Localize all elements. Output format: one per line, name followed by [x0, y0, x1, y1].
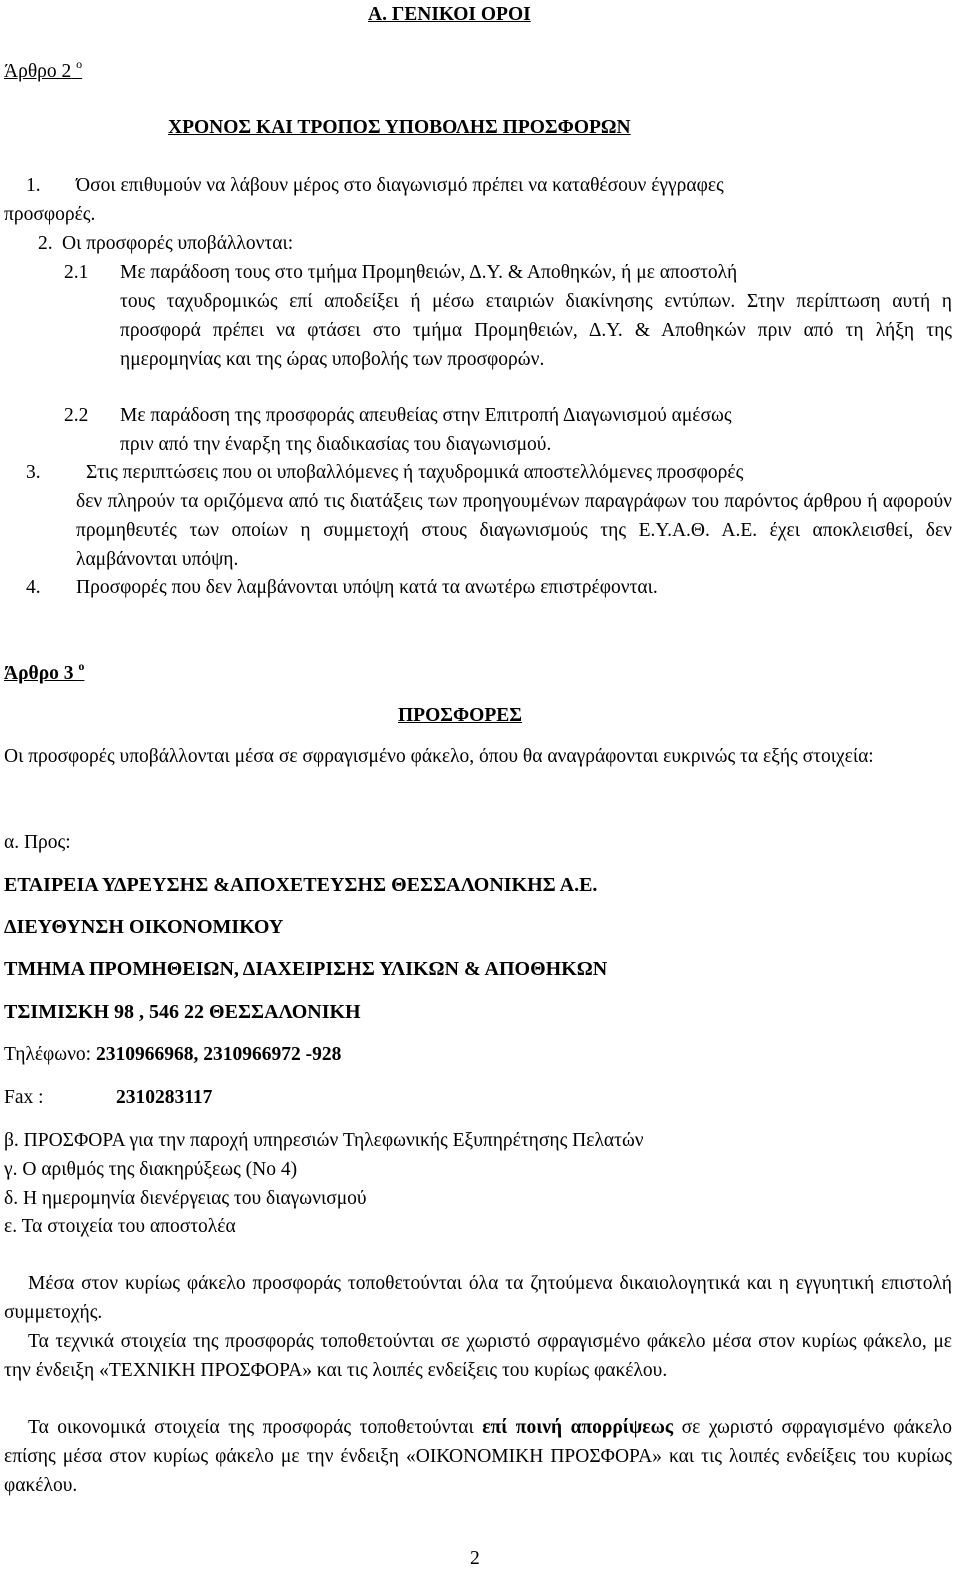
paragraph-2-2-line-1: Με παράδοση της προσφοράς απευθείας στην Επιτροπή Διαγωνισμού αμέσως: [120, 405, 732, 426]
page-number: 2: [470, 1548, 480, 1569]
item-number: 4.: [26, 577, 41, 598]
address-line-1: ΕΤΑΙΡΕΙΑ ΥΔΡΕΥΣΗΣ &ΑΠΟΧΕΤΕΥΣΗΣ ΘΕΣΣΑΛΟΝΙΚΗΣ Α.Ε.: [4, 874, 598, 896]
paragraph-2-1-rest: τους ταχυδρομικώς επί αποδείξει ή μέσω εταιριών διακίνησης εντύπων. Στην περίπτωση αυτή η προσφορά πρέπει να φτάσει στο τμήμα Προμηθειών, Δ.Υ. & Αποθηκών πριν από τη λήξη της ημερομηνίας και της ώρας υποβολής των προσφορών.: [120, 291, 952, 370]
address-line-2: ΔΙΕΥΘΥΝΣΗ ΟΙΚΟΝΟΜΙΚΟΥ: [4, 916, 284, 938]
item-number: 2.2: [64, 405, 89, 426]
rejection-clause: επί ποινή απορρίψεως: [482, 1417, 674, 1438]
paragraph-4: Προσφορές που δεν λαμβάνονται υπόψη κατά τα ανωτέρω επιστρέφονται.: [76, 577, 658, 598]
item-c: γ. Ο αριθμός της διακηρύξεως (Νο 4): [4, 1159, 298, 1180]
phone-label: Τηλέφωνο:: [4, 1044, 96, 1065]
fax-value: 2310283117: [116, 1087, 213, 1108]
article-3-intro: Οι προσφορές υποβάλλονται μέσα σε σφραγισμένο φάκελο, όπου θα αναγράφονται ευκρινώς τα εξής στοιχεία:: [4, 746, 874, 767]
paragraph-1-line-1: Όσοι επιθυμούν να λάβουν μέρος στο διαγωνισμό πρέπει να καταθέσουν έγγραφες: [76, 175, 724, 196]
address-line-4: ΤΣΙΜΙΣΚΗ 98 , 546 22 ΘΕΣΣΑΛΟΝΙΚΗ: [4, 1001, 361, 1023]
phone-value: 2310966968, 2310966972 -928: [95, 1044, 342, 1065]
fax-label: Fax :: [4, 1087, 44, 1108]
envelope-paragraph-2: Τα τεχνικά στοιχεία της προσφοράς τοποθετούνται σε χωριστό σφραγισμένο φάκελο μέσα στον κυρίως φάκελο, με την ένδειξη «ΤΕΧΝΙΚΗ ΠΡΟΣΦΟΡΑ» και τις λοιπές ενδείξεις του κυρίως φακέλου.: [4, 1331, 952, 1381]
paragraph-1-line-2: προσφορές.: [4, 204, 96, 225]
envelope-paragraph-3: Τα οικονομικά στοιχεία της προσφοράς τοποθετούνται επί ποινή απορρίψεως σε χωριστό σφραγισμένο φάκελο επίσης μέσα στον κυρίως φάκελο με την ένδειξη «ΟΙΚΟΝΟΜΙΚΗ ΠΡΟΣΦΟΡΑ» και τις λοιπές ενδείξεις του κυρίως φακέλου.: [4, 1417, 952, 1496]
article-3-label: Άρθρο 3 $^o$: [4, 659, 85, 684]
paragraph-3-line-1: Στις περιπτώσεις που οι υποβαλλόμενες ή ταχυδρομικά αποστελλόμενες προσφορές: [86, 462, 744, 483]
item-d: δ. Η ημερομηνία διενέργειας του διαγωνισμού: [4, 1188, 367, 1209]
envelope-paragraph-1: Μέσα στον κυρίως φάκελο προσφοράς τοποθετούνται όλα τα ζητούμενα δικαιολογητικά και η εγγυητική επιστολή συμμετοχής.: [4, 1273, 952, 1323]
item-number: 1.: [26, 175, 41, 196]
item-e: ε. Τα στοιχεία του αποστολέα: [4, 1216, 236, 1237]
paragraph-2-2-rest: πριν από την έναρξη της διαδικασίας του διαγωνισμού.: [120, 434, 552, 455]
paragraph-3-rest: δεν πληρούν τα οριζόμενα από τις διατάξεις των προηγουμένων παραγράφων του παρόντος άρθρου ή αφορούν προμηθευτές των οποίων η συμμετοχή στους διαγωνισμούς της Ε.Υ.Α.Θ. Α.Ε. έχει αποκλεισθεί, δεν λαμβάνονται υπόψη.: [76, 491, 952, 570]
section-title: Α. ΓΕΝΙΚΟΙ ΟΡΟΙ: [368, 4, 531, 25]
recipient-label: α. Προς:: [4, 832, 71, 853]
address-line-3: ΤΜΗΜΑ ΠΡΟΜΗΘΕΙΩΝ, ΔΙΑΧΕΙΡΙΣΗΣ ΥΛΙΚΩΝ & ΑΠΟΘΗΚΩΝ: [4, 958, 608, 980]
paragraph-2: Οι προσφορές υποβάλλονται:: [62, 233, 294, 254]
phone-line: [4, 1040, 341, 1069]
article-2-label: Άρθρο 2 $^o$: [4, 57, 83, 82]
item-number: 3.: [26, 462, 41, 483]
item-number: 2.: [38, 233, 53, 254]
item-b: β. ΠΡΟΣΦΟΡΑ για την παροχή υπηρεσιών Τηλεφωνικής Εξυπηρέτησης Πελατών: [4, 1130, 644, 1151]
article-2-title: ΧΡΟΝΟΣ ΚΑΙ ΤΡΟΠΟΣ ΥΠΟΒΟΛΗΣ ΠΡΟΣΦΟΡΩΝ: [168, 117, 631, 138]
paragraph-2-1-line-1: Με παράδοση τους στο τμήμα Προμηθειών, Δ.Υ. & Αποθηκών, ή με αποστολή: [120, 262, 738, 283]
article-3-title: ΠΡΟΣΦΟΡΕΣ: [398, 705, 522, 726]
item-number: 2.1: [64, 262, 89, 283]
